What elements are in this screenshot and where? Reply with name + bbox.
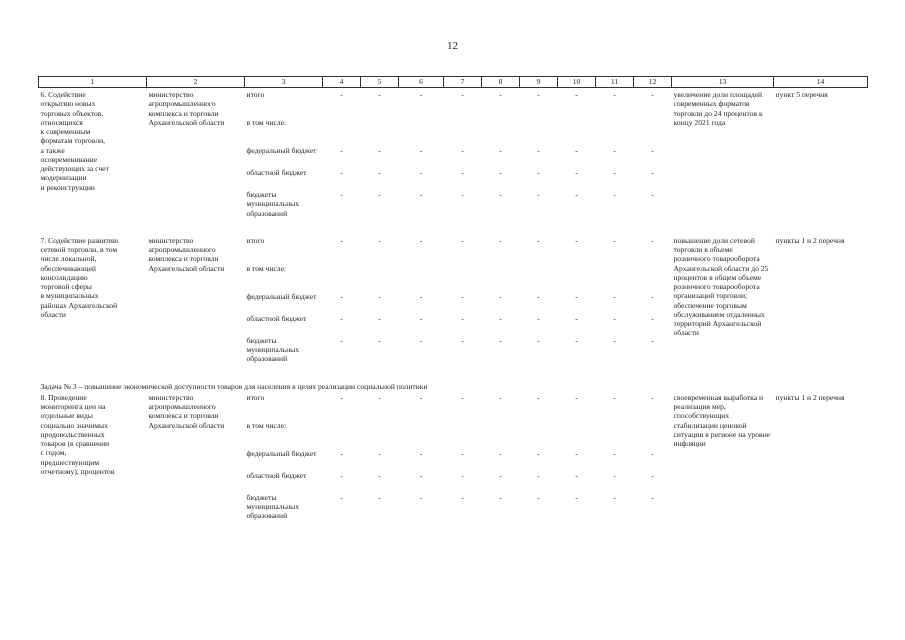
funding-value: -: [613, 291, 616, 301]
funding-value: -: [378, 168, 381, 177]
column-number: 13: [672, 77, 774, 88]
column-number: 4: [323, 77, 361, 88]
funding-value: -: [419, 291, 423, 301]
funding-value: -: [378, 190, 381, 199]
funding-value: -: [651, 448, 654, 458]
funding-sources: [245, 391, 323, 537]
funding-value: [636, 421, 670, 433]
funding-value: -: [340, 146, 343, 155]
funding-value: -: [419, 448, 423, 458]
funding-value: -: [537, 335, 540, 345]
funding-value: -: [613, 470, 616, 480]
funding-value: [446, 421, 480, 433]
funding-value: -: [378, 335, 381, 345]
funding-value: [325, 118, 359, 130]
funding-source: областной бюджет: [246, 168, 307, 177]
funding-value: -: [461, 235, 464, 245]
expected-result: повышение доли сетевой торговли в объеме розничного товарооборота Архангельской области до 25 процентов в общем объеме розничного товарооборота организаций торговли; обеспечение торговым обслуживанием отдаленных территорий Архангельской области: [673, 235, 769, 338]
funding-value: -: [613, 313, 616, 323]
funding-value-column: [399, 88, 444, 234]
funding-value: [325, 264, 359, 276]
funding-value: -: [537, 313, 540, 323]
column-number: 11: [596, 77, 634, 88]
funding-value-column: [399, 234, 444, 380]
funding-value: -: [340, 313, 343, 323]
funding-value: -: [419, 313, 423, 323]
funding-value: [401, 264, 442, 276]
indicator-reference: пункты 1 и 2 перечня: [775, 235, 845, 245]
funding-value: -: [537, 90, 540, 99]
funding-value: [401, 421, 442, 433]
funding-value: -: [378, 313, 381, 323]
indicator-reference: пункты 1 и 2 перечня: [775, 392, 845, 402]
funding-sources: [245, 234, 323, 380]
funding-value: [325, 421, 359, 433]
funding-value: -: [651, 235, 654, 245]
funding-value: -: [537, 392, 540, 402]
funding-source: бюджеты муниципальных образований: [246, 335, 300, 364]
funding-value-column: [558, 234, 596, 380]
funding-value: -: [537, 146, 540, 155]
task-row: [39, 380, 868, 391]
funding-value: -: [461, 313, 464, 323]
funding-value-column: [634, 88, 672, 234]
funding-value: [560, 421, 594, 433]
column-number: 6: [399, 77, 444, 88]
funding-value: -: [378, 235, 381, 245]
funding-value-column: [323, 234, 361, 380]
funding-value: [484, 118, 518, 130]
funding-value: -: [537, 168, 540, 177]
funding-value: -: [499, 291, 502, 301]
funding-value: -: [461, 335, 464, 345]
funding-value: -: [575, 470, 578, 480]
funding-value-column: [444, 88, 482, 234]
funding-value: -: [378, 492, 381, 502]
funding-value: -: [537, 190, 540, 199]
column-number-row: [39, 77, 868, 88]
funding-value: [522, 118, 556, 130]
funding-value: -: [613, 392, 616, 402]
expected-result: увеличение доли площадей современных форматов торговли до 24 процентов к концу 2021 года: [673, 90, 763, 127]
funding-value: [560, 118, 594, 130]
column-number: 3: [245, 77, 323, 88]
funding-value-column: [558, 88, 596, 234]
funding-value: -: [499, 190, 502, 199]
column-number: 10: [558, 77, 596, 88]
funding-value: [446, 118, 480, 130]
funding-source: областной бюджет: [246, 470, 307, 480]
funding-value-column: [444, 234, 482, 380]
funding-source: в том числе:: [246, 118, 287, 127]
activity-executor: министерство агропромышленного комплекса и торговли Архангельской области: [148, 90, 225, 127]
funding-value: -: [651, 190, 654, 199]
funding-value: -: [340, 190, 343, 199]
funding-value: -: [419, 190, 423, 199]
page-number: 12: [447, 40, 458, 52]
column-number: 2: [147, 77, 245, 88]
funding-value-column: [596, 234, 634, 380]
funding-value: -: [340, 492, 343, 502]
funding-value: -: [378, 291, 381, 301]
funding-value-column: [361, 88, 399, 234]
funding-value-column: [520, 391, 558, 537]
funding-value-column: [361, 391, 399, 537]
column-number: 12: [634, 77, 672, 88]
funding-sources: [245, 88, 323, 234]
funding-value: -: [419, 492, 423, 502]
funding-value: [484, 421, 518, 433]
funding-value: -: [340, 235, 343, 245]
funding-value: -: [499, 392, 502, 402]
funding-value: -: [340, 291, 343, 301]
funding-value: -: [613, 335, 616, 345]
funding-value: -: [461, 146, 464, 155]
funding-source: федеральный бюджет: [246, 146, 317, 155]
funding-value: -: [378, 90, 381, 99]
funding-value: -: [613, 190, 616, 199]
funding-value: -: [461, 168, 464, 177]
funding-value: [484, 264, 518, 276]
funding-value: [598, 264, 632, 276]
funding-value: -: [575, 291, 578, 301]
funding-value: -: [499, 470, 502, 480]
funding-value: -: [537, 470, 540, 480]
funding-value-column: [520, 88, 558, 234]
funding-value: -: [340, 448, 343, 458]
task-heading: Задача № 3 – повышение экономической доступности товаров для населения в целях реализации социальной политики: [40, 381, 428, 391]
funding-value-column: [361, 234, 399, 380]
funding-value: -: [651, 168, 654, 177]
indicator-reference: пункт 5 перечня: [775, 90, 828, 99]
funding-value: -: [537, 448, 540, 458]
funding-value: -: [340, 335, 343, 345]
funding-value-column: [482, 234, 520, 380]
funding-value: -: [575, 168, 578, 177]
funding-value: -: [613, 146, 616, 155]
funding-value: -: [499, 168, 502, 177]
funding-source: областной бюджет: [246, 313, 307, 323]
funding-value: -: [499, 235, 502, 245]
funding-source: бюджеты муниципальных образований: [246, 190, 300, 218]
funding-value-column: [399, 391, 444, 537]
activity-objective: 8. Проведение мониторинга цен на отдельные виды социально значимых продовольственных товаров (в сравнении с годом, предшествующим отчетному), процентов: [40, 392, 115, 476]
funding-value: [522, 264, 556, 276]
funding-value: [363, 118, 397, 130]
activity-row: [39, 234, 868, 380]
funding-value: -: [499, 492, 502, 502]
funding-value-column: [323, 391, 361, 537]
funding-value: -: [651, 335, 654, 345]
funding-value: -: [575, 392, 578, 402]
funding-value: -: [575, 190, 578, 199]
column-number: 14: [774, 77, 868, 88]
funding-value: -: [651, 492, 654, 502]
funding-value: -: [419, 335, 423, 345]
funding-source: итого: [246, 235, 265, 245]
funding-value: -: [537, 235, 540, 245]
funding-value: [598, 421, 632, 433]
funding-value: -: [419, 146, 423, 155]
funding-value: [598, 118, 632, 130]
funding-value: -: [340, 90, 343, 99]
column-number: 7: [444, 77, 482, 88]
funding-source: в том числе:: [246, 420, 287, 430]
funding-value: -: [651, 291, 654, 301]
funding-value-column: [482, 88, 520, 234]
funding-value: -: [575, 90, 578, 99]
funding-value: -: [575, 448, 578, 458]
funding-value: -: [537, 291, 540, 301]
funding-value-column: [444, 391, 482, 537]
funding-value: -: [461, 492, 464, 502]
funding-value: -: [340, 168, 343, 177]
funding-value-column: [634, 234, 672, 380]
activity-objective: 6. Содействие открытию новых торговых объектов, относящихся к современным форматам торговли, а также осовременивание действующих за счет модернизации и реконструкции: [40, 90, 109, 192]
funding-value: -: [419, 168, 423, 177]
funding-value: -: [340, 392, 343, 402]
funding-value: -: [575, 235, 578, 245]
funding-source: бюджеты муниципальных образований: [246, 492, 300, 521]
funding-value-column: [558, 391, 596, 537]
funding-value: -: [499, 335, 502, 345]
funding-value: -: [340, 470, 343, 480]
funding-value: -: [651, 146, 654, 155]
funding-value-column: [520, 234, 558, 380]
activity-executor: министерство агропромышленного комплекса и торговли Архангельской области: [148, 392, 225, 430]
funding-value: -: [575, 492, 578, 502]
funding-value: -: [575, 335, 578, 345]
funding-value: [363, 264, 397, 276]
program-table: [38, 76, 868, 537]
funding-value: -: [461, 448, 464, 458]
activity-objective: 7. Содействие развитию сетевой торговли, в том числе локальной, обеспечивающей консолидацию торговой сферы в муниципальных районах Архангельской области: [40, 235, 119, 319]
column-number: 8: [482, 77, 520, 88]
funding-value: -: [651, 313, 654, 323]
activity-executor: министерство агропромышленного комплекса и торговли Архангельской области: [148, 235, 225, 273]
expected-result: своевременная выработка и реализация мер, способствующих стабилизации ценовой ситуации в регионе на уровне инфляции: [673, 392, 771, 448]
funding-value: -: [499, 146, 502, 155]
funding-value-column: [596, 88, 634, 234]
funding-value: -: [575, 146, 578, 155]
funding-value: -: [499, 313, 502, 323]
funding-source: итого: [246, 392, 265, 402]
funding-value: [636, 118, 670, 130]
funding-value: -: [461, 470, 464, 480]
funding-value: -: [419, 90, 423, 99]
funding-value: -: [499, 90, 502, 99]
funding-source: итого: [246, 90, 265, 99]
funding-value: [363, 421, 397, 433]
funding-value: -: [461, 90, 464, 99]
funding-value: -: [461, 291, 464, 301]
funding-value: -: [575, 313, 578, 323]
funding-value-column: [482, 391, 520, 537]
funding-value: -: [613, 235, 616, 245]
funding-value: -: [651, 90, 654, 99]
funding-value: -: [499, 448, 502, 458]
funding-source: федеральный бюджет: [246, 291, 317, 301]
funding-value: -: [461, 190, 464, 199]
funding-value: [636, 264, 670, 276]
funding-value: -: [537, 492, 540, 502]
activity-row: [39, 391, 868, 537]
funding-value: -: [613, 448, 616, 458]
funding-value: [560, 264, 594, 276]
funding-value: -: [613, 492, 616, 502]
funding-value: -: [613, 90, 616, 99]
funding-value: -: [378, 448, 381, 458]
funding-value: -: [378, 392, 381, 402]
funding-value-column: [596, 391, 634, 537]
column-number: 5: [361, 77, 399, 88]
funding-value: -: [651, 470, 654, 480]
activity-row: [39, 88, 868, 234]
funding-value: [401, 118, 442, 130]
funding-source: федеральный бюджет: [246, 448, 317, 458]
funding-source: в том числе:: [246, 263, 287, 273]
funding-value: -: [378, 470, 381, 480]
funding-value: -: [419, 470, 423, 480]
funding-value: -: [419, 392, 423, 402]
funding-value: [446, 264, 480, 276]
funding-value-column: [634, 391, 672, 537]
funding-value: -: [613, 168, 616, 177]
funding-value: -: [461, 392, 464, 402]
funding-value-column: [323, 88, 361, 234]
funding-value: [522, 421, 556, 433]
funding-value: -: [651, 392, 654, 402]
column-number: 1: [39, 77, 147, 88]
funding-value: -: [419, 235, 423, 245]
column-number: 9: [520, 77, 558, 88]
funding-value: -: [378, 146, 381, 155]
